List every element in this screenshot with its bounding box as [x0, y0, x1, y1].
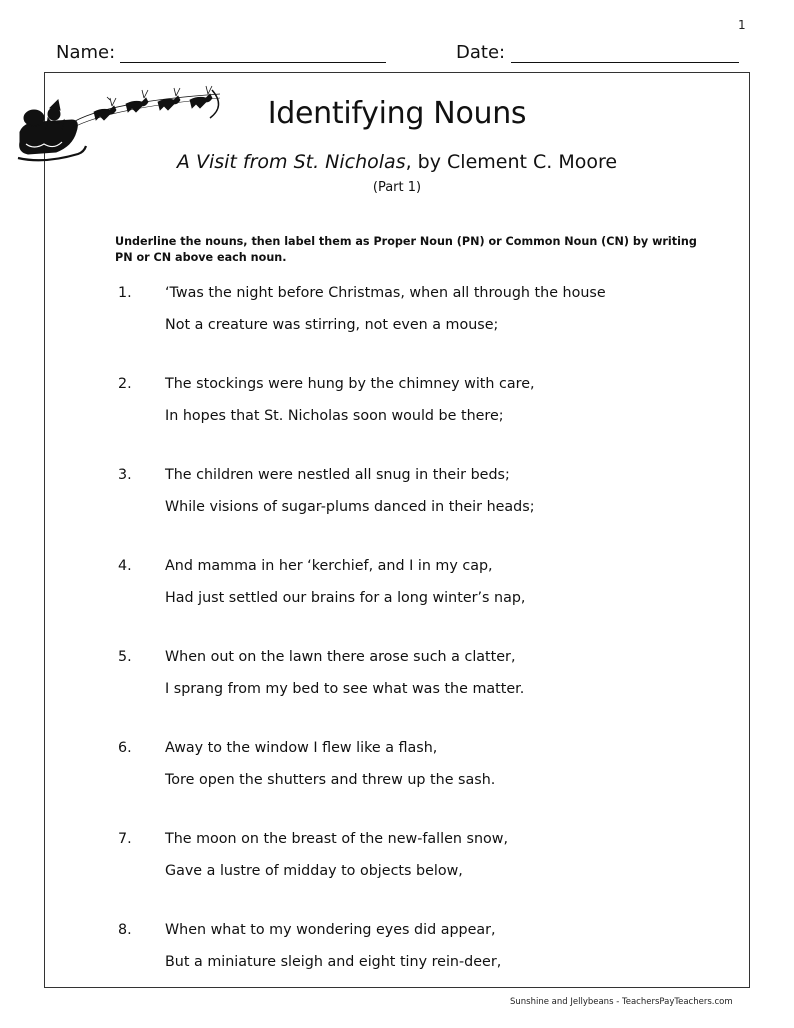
stanza-item — [0, 831, 794, 901]
stanza-number: 1. — [118, 285, 132, 301]
footer-credit: Sunshine and Jellybeans - TeachersPayTeachers.com — [510, 997, 733, 1007]
date-field[interactable] — [511, 42, 739, 63]
name-label: Name: — [56, 42, 116, 63]
header-fields — [56, 42, 746, 70]
stanza-line: While visions of sugar-plums danced in their heads; — [165, 499, 535, 515]
stanza-number: 8. — [118, 922, 132, 938]
stanza-line: Not a creature was stirring, not even a mouse; — [165, 317, 499, 333]
page-number: 1 — [738, 18, 746, 32]
date-label: Date: — [456, 42, 506, 63]
stanza-item — [0, 285, 794, 355]
stanza-number: 5. — [118, 649, 132, 665]
stanza-line: Tore open the shutters and threw up the sash. — [165, 772, 496, 788]
part-label: (Part 1) — [372, 180, 422, 195]
stanza-number: 6. — [118, 740, 132, 756]
stanza-line: In hopes that St. Nicholas soon would be there; — [165, 408, 504, 424]
stanza-item — [0, 740, 794, 810]
stanza-line: The stockings were hung by the chimney with care, — [165, 376, 535, 392]
stanza-line: The moon on the breast of the new-fallen snow, — [165, 831, 508, 847]
stanza-line: When what to my wondering eyes did appear, — [165, 922, 496, 938]
stanza-number: 3. — [118, 467, 132, 483]
stanza-item — [0, 467, 794, 537]
instructions: Underline the nouns, then label them as Proper Noun (PN) or Common Noun (CN) by writing PN or CN above each noun. — [115, 235, 697, 264]
name-field[interactable] — [120, 42, 386, 63]
stanza-number: 2. — [118, 376, 132, 392]
stanza-item — [0, 376, 794, 446]
stanza-line: I sprang from my bed to see what was the matter. — [165, 681, 525, 697]
stanza-line: The children were nestled all snug in their beds; — [165, 467, 510, 483]
stanza-line: Gave a lustre of midday to objects below, — [165, 863, 463, 879]
stanza-number: 4. — [118, 558, 132, 574]
stanza-item — [0, 649, 794, 719]
stanza-line: Had just settled our brains for a long winter’s nap, — [165, 590, 526, 606]
stanza-line: And mamma in her ‘kerchief, and I in my cap, — [165, 558, 493, 574]
stanza-item — [0, 558, 794, 628]
worksheet-title: Identifying Nouns — [267, 96, 527, 131]
stanza-line: But a miniature sleigh and eight tiny rein-deer, — [165, 954, 502, 970]
worksheet-subtitle — [0, 151, 794, 173]
stanza-item — [0, 922, 794, 992]
poem-title: A Visit from St. Nicholas — [176, 151, 406, 173]
poem-author: , by Clement C. Moore — [405, 151, 618, 173]
stanza-line: Away to the window I flew like a flash, — [165, 740, 438, 756]
stanza-number: 7. — [118, 831, 132, 847]
stanza-line: ‘Twas the night before Christmas, when all through the house — [165, 285, 606, 301]
stanza-line: When out on the lawn there arose such a clatter, — [165, 649, 516, 665]
